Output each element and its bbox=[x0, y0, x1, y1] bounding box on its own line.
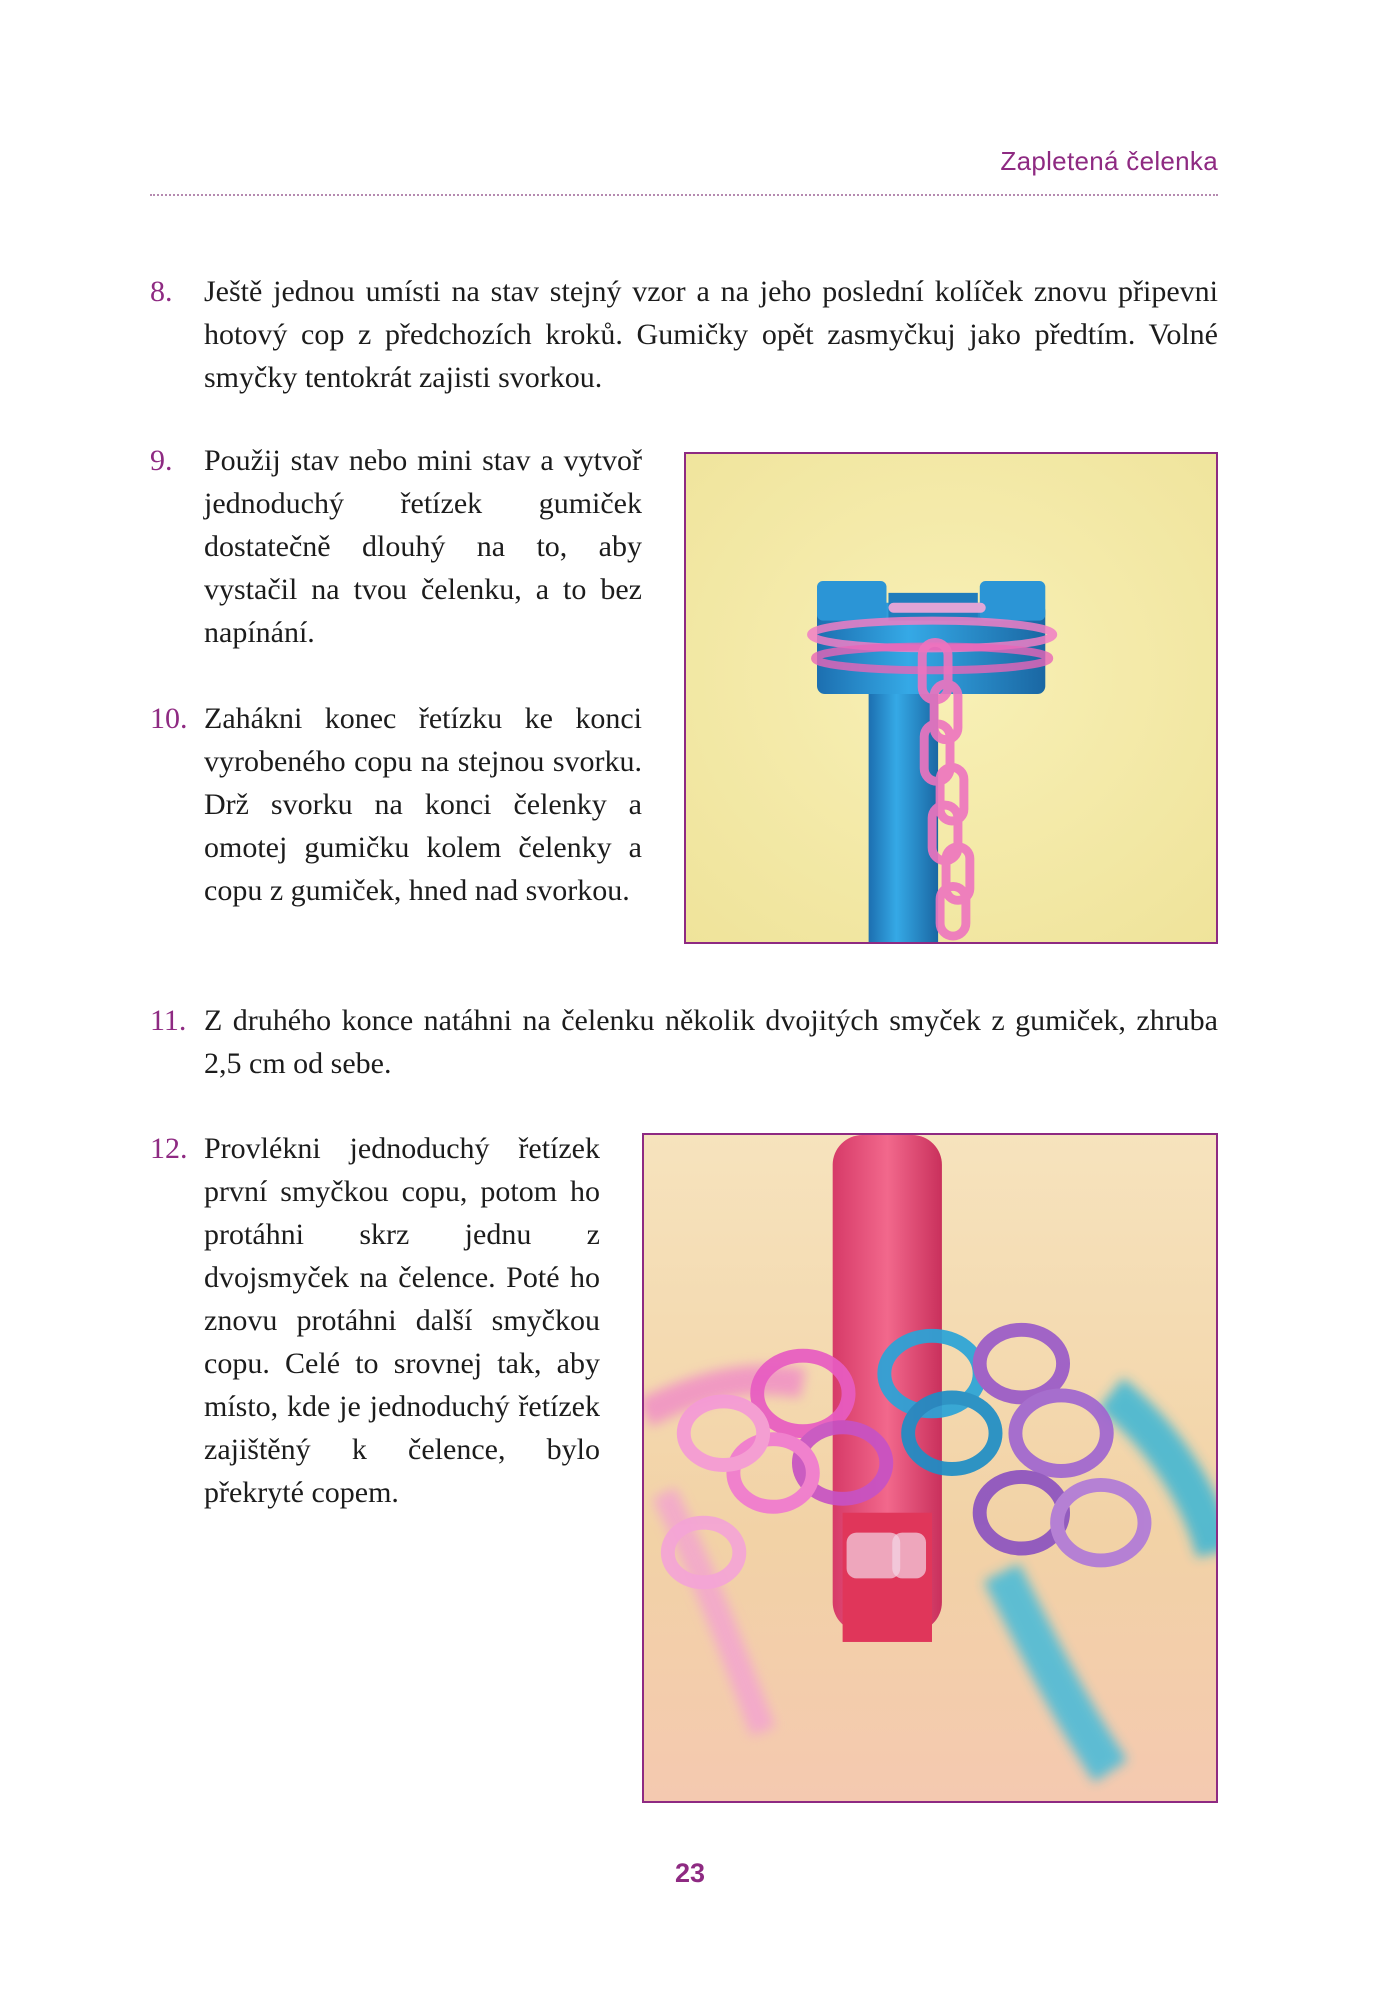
step-number: 11. bbox=[150, 1004, 187, 1037]
step-text: Z druhého konce natáhni na čelenku několik dvojitých smyček z gumiček, zhruba 2,5 cm od sebe. bbox=[204, 1004, 1218, 1080]
step-12 bbox=[150, 1127, 600, 1514]
step-9 bbox=[150, 439, 642, 654]
step-8 bbox=[150, 270, 1218, 399]
step-text: Použij stav nebo mini stav a vytvoř jednoduchý řetízek gumiček dostatečně dlouhý na to, aby vystačil na tvou čelenku, a to bez napínání. bbox=[204, 444, 642, 649]
step-text: Ještě jednou umísti na stav stejný vzor a na jeho poslední kolíček znovu připevni hotový cop z předchozích kroků. Gumičky opět zasmyčkuj jako předtím. Volné smyčky tentokrát zajisti svorkou. bbox=[204, 275, 1218, 394]
step-10 bbox=[150, 697, 642, 912]
loom-chain-photo bbox=[684, 452, 1218, 944]
header-dotted-rule bbox=[150, 194, 1218, 196]
headband-loops-photo bbox=[642, 1133, 1218, 1803]
step-11 bbox=[150, 999, 1218, 1085]
step-text: Zahákni konec řetízku ke konci vyrobeného copu na stejnou svorku. Drž svorku na konci čelenky a omotej gumičku kolem čelenky a copu z gumiček, hned nad svorkou. bbox=[204, 702, 642, 907]
step-number: 10. bbox=[150, 702, 188, 735]
running-header-title: Zapletená čelenka bbox=[1000, 146, 1218, 176]
page-number: 23 bbox=[674, 1858, 706, 1888]
step-number: 9. bbox=[150, 444, 173, 477]
step-number: 8. bbox=[150, 275, 173, 308]
step-text: Provlékni jednoduchý řetízek první smyčkou copu, potom ho protáhni skrz jednu z dvojsmyček na čelence. Poté ho znovu protáhni další smyčkou copu. Celé to srovnej tak, aby místo, kde je jednoduchý řetízek zajištěný k čelence, bylo překryté copem. bbox=[204, 1132, 600, 1509]
step-number: 12. bbox=[150, 1132, 188, 1165]
